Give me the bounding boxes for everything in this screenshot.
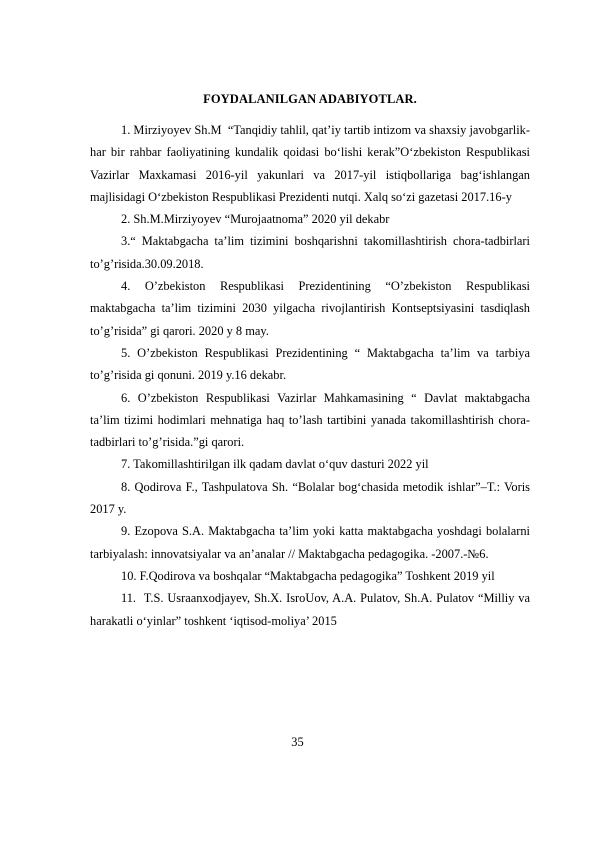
- reference-item: 9. Ezopova S.A. Maktabgacha ta’lim yoki katta maktabgacha yoshdagi bolalarni tarbiyalash: innovatsiyalar va an’analar // Maktabgacha pedagogika. -2007.-№6.: [90, 524, 530, 561]
- reference-item: 5. O’zbekiston Respublikasi Prezidentining “ Maktabgacha ta’lim va tarbiya to’g’risida gi qonuni. 2019 y.16 dekabr.: [90, 345, 530, 383]
- reference-item: 4. O’zbekiston Respublikasi Prezidentining “O’zbekiston Respublikasi maktabgacha ta’lim tizimini 2030 yilgacha rivojlantirish Kontseptsiyasini tasdiqlash to’g’risida” gi qarori. 2020 y 8 may.: [90, 279, 530, 338]
- reference-item: 8. Qodirova F., Tashpulatova Sh. “Bolalar bog‘chasida metodik ishlar”–T.: Voris 2017 y.: [90, 479, 530, 517]
- reference-item: 7. Takomillashtirilgan ilk qadam davlat o‘quv dasturi 2022 yil: [121, 457, 429, 472]
- reference-item: 2. Sh.M.Mirziyoyev “Murojaatnoma” 2020 yil dekabr: [121, 212, 390, 227]
- reference-item: 1. Mirziyoyev Sh.M “Tanqidiy tahlil, qat’iy tartib intizom va shaxsiy javobgarlik-har bir rahbar faoliyatining kundalik qoidasi bo‘lishi kerak”O‘zbekiston Respublikasi Vazirlar Maxkamasi 2016-yil yakunlari va 2017-yil istiqbollariga bag‘ishlangan majlisidagi O‘zbekiston Respublikasi Prezidenti nutqi. Xalq so‘zi gazetasi 2017.16-y: [90, 123, 530, 204]
- page-number: 35: [291, 735, 304, 749]
- bibliography-title: FOYDALANILGAN ADABIYOTLAR.: [203, 92, 417, 106]
- reference-list: [90, 119, 530, 632]
- reference-item: 11. T.S. Usraanxodjayev, Sh.X. IsroUov, A.A. Pulatov, Sh.A. Pulatov “Milliy va harakatli o‘yinlar” toshkent ‘iqtisod-moliya’ 2015: [90, 591, 530, 628]
- reference-item: 3.“ Maktabgacha ta’lim tizimini boshqarishni takomillashtirish chora-tadbirlari to’g’risida.30.09.2018.: [90, 234, 530, 271]
- reference-item: 6. O’zbekiston Respublikasi Vazirlar Mahkamasining “ Davlat maktabgacha ta’lim tizimi hodimlari mehnatiga haq to’lash tartibini yanada takomillashtirish chora-tadbirlari to’g’risida.”gi qarori.: [90, 390, 530, 450]
- reference-item: 10. F.Qodirova va boshqalar “Maktabgacha pedagogika” Toshkent 2019 yil: [121, 568, 495, 583]
